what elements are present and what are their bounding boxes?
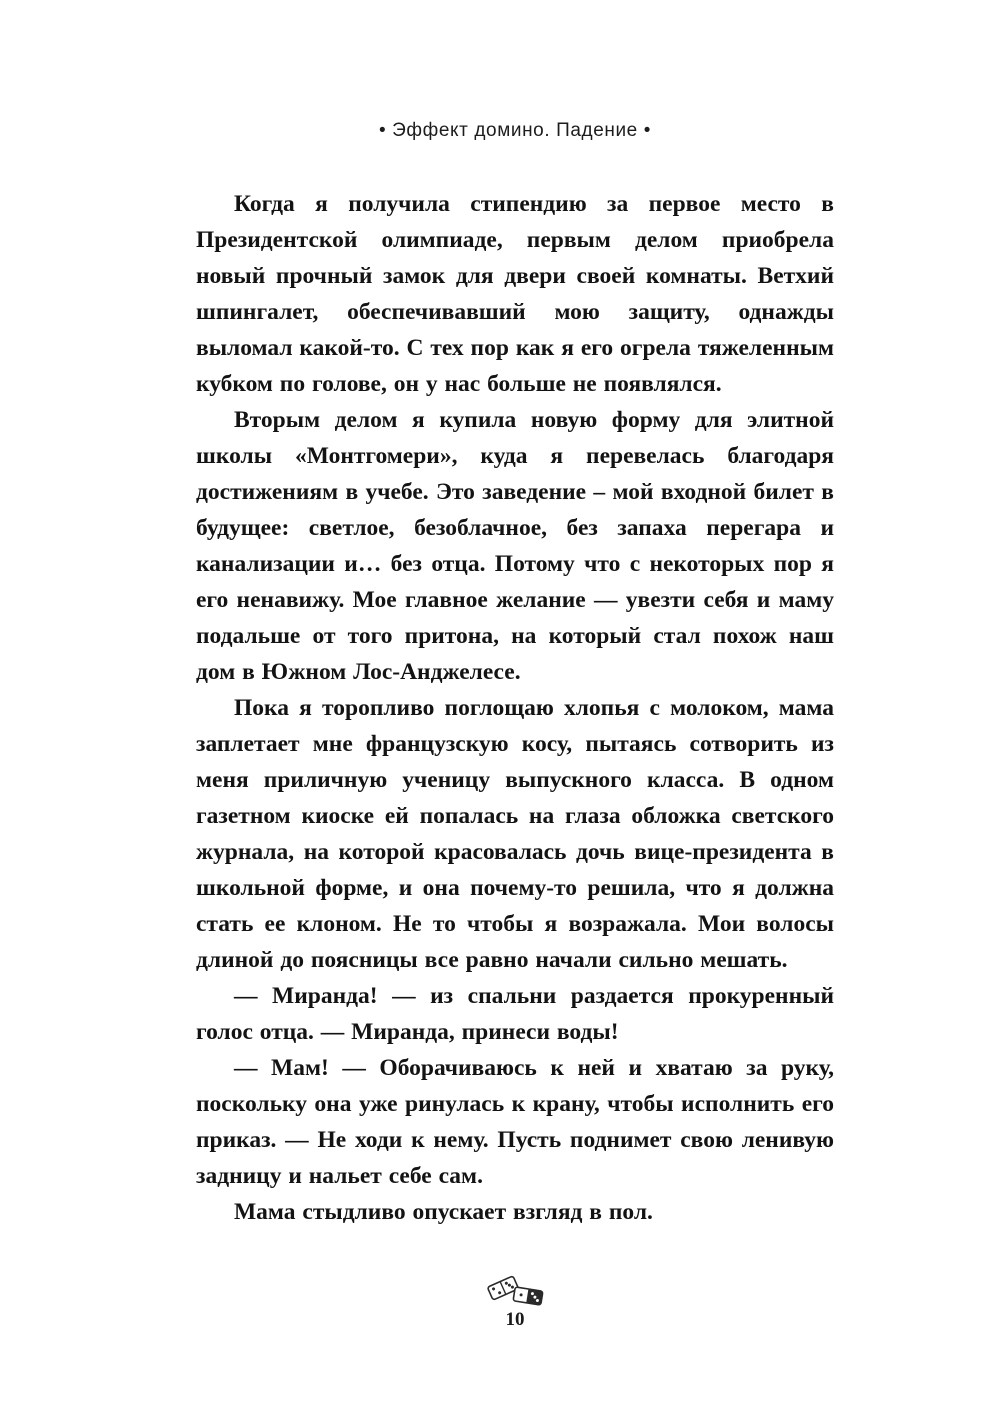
body-text	[196, 186, 834, 1230]
page-number: 10	[505, 1309, 525, 1330]
paragraph: Когда я получила стипендию за первое место в Президентской олимпиаде, первым делом приобрела новый прочный замок для двери своей комнаты. Ветхий шпингалет, обеспечивавший мою защиту, однажды выломал какой-то. С тех пор как я его огрела тяжеленным кубком по голове, он у нас больше не появлялся.	[196, 191, 834, 397]
running-header-title: • Эффект домино. Падение •	[379, 120, 651, 141]
domino-icon	[483, 1272, 547, 1308]
text-column	[196, 120, 834, 1230]
paragraph: — Мам! — Оборачиваюсь к ней и хватаю за руку, поскольку она уже ринулась к крану, чтобы исполнить его приказ. — Не ходи к нему. Пусть поднимет свою ленивую задницу и нальет себе сам.	[196, 1055, 834, 1189]
paragraph: — Миранда! — из спальни раздается прокуренный голос отца. — Миранда, принеси воды!	[196, 983, 834, 1045]
paragraph: Вторым делом я купила новую форму для элитной школы «Монтгомери», куда я перевелась благодаря достижениям в учебе. Это заведение – мой входной билет в будущее: светлое, безоблачное, без запаха перегара и канализации и… без отца. Потому что с некоторых пор я его ненавижу. Мое главное желание — увезти себя и маму подальше от того притона, на который стал похож наш дом в Южном Лос-Анджелесе.	[196, 407, 834, 685]
page-footer	[196, 1272, 834, 1331]
paragraph: Пока я торопливо поглощаю хлопья с молоком, мама заплетает мне французскую косу, пытаясь сотворить из меня приличную ученицу выпускного класса. В одном газетном киоске ей попалась на глаза обложка светского журнала, на которой красовалась дочь вице-президента в школьной форме, и она почему-то решила, что я должна стать ее клоном. Не то чтобы я возражала. Мои волосы длиной до поясницы все равно начали сильно мешать.	[196, 695, 834, 973]
paragraph: Мама стыдливо опускает взгляд в пол.	[234, 1199, 653, 1225]
running-header	[196, 120, 834, 142]
